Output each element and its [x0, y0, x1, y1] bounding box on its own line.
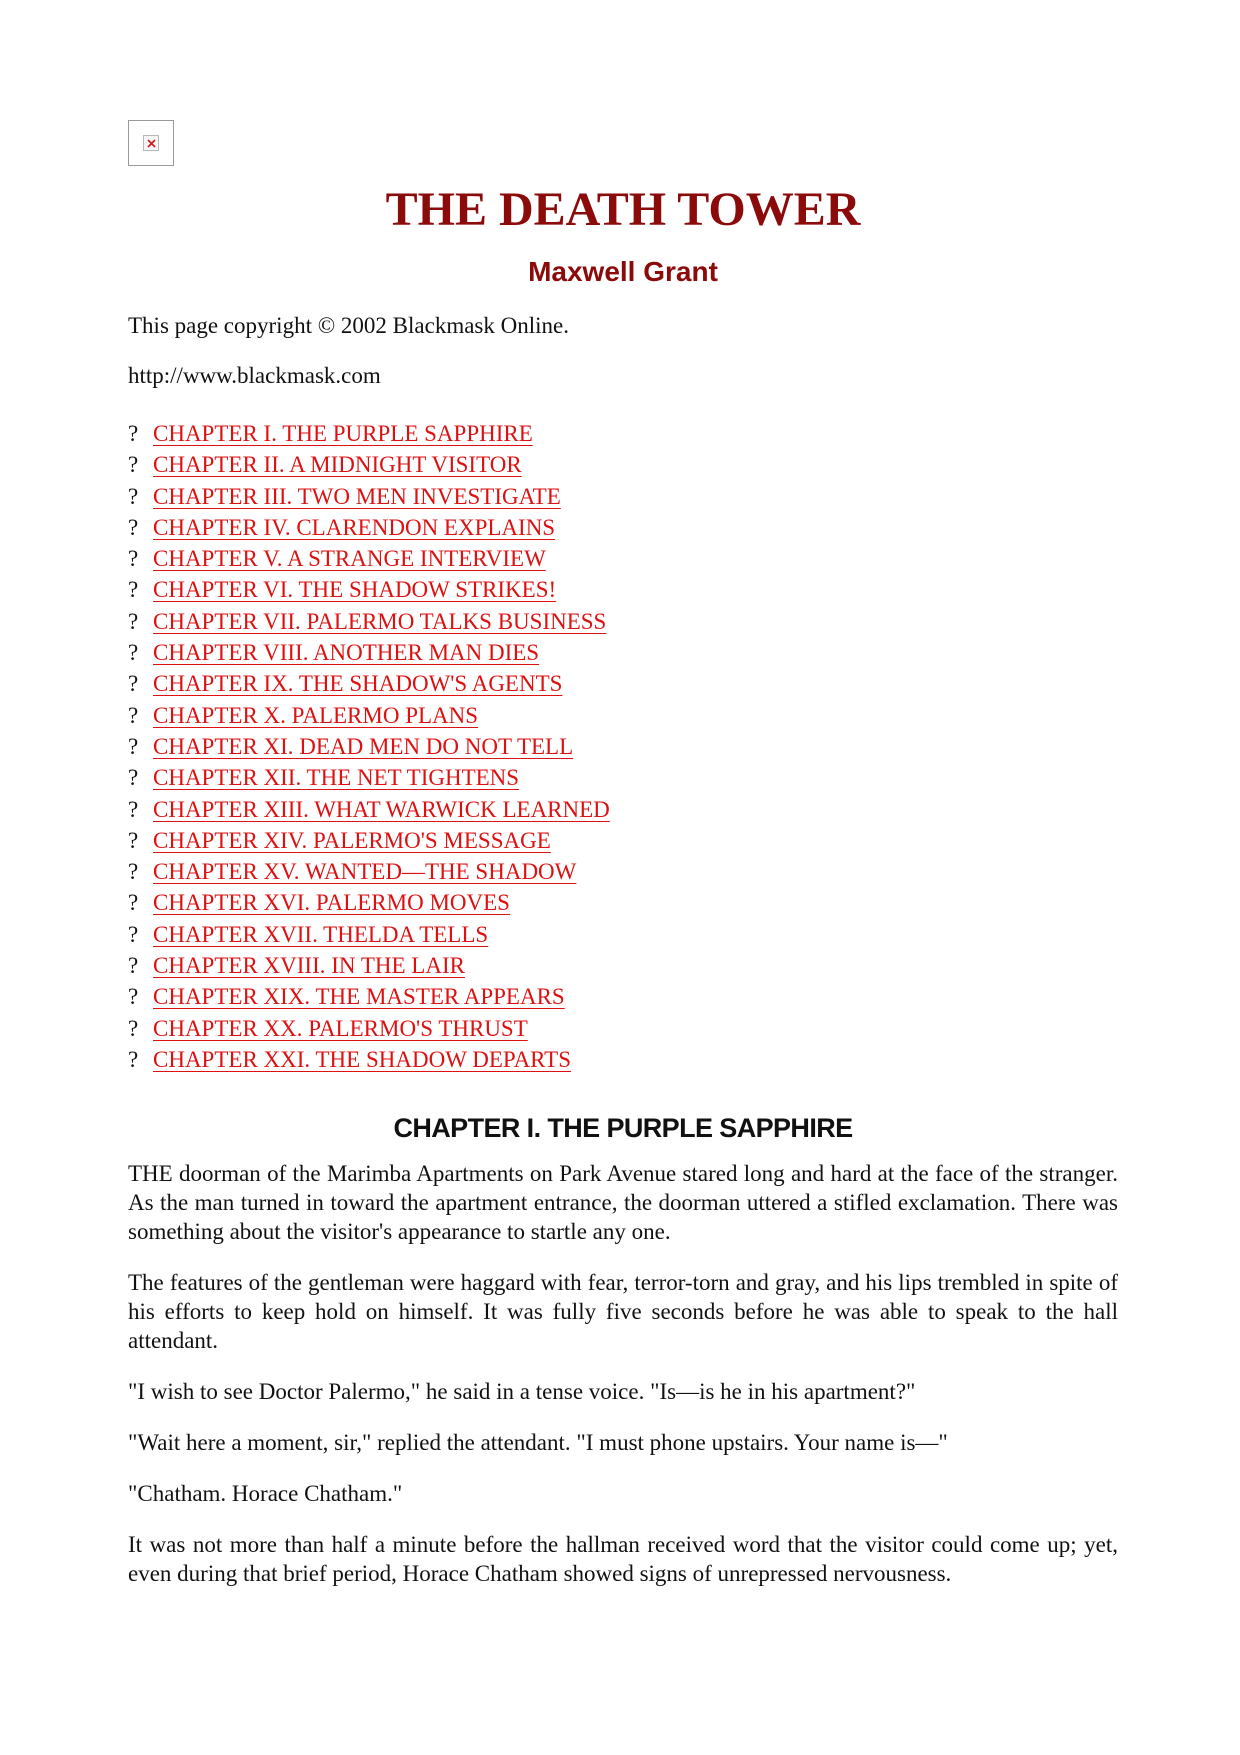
toc-bullet: ?: [128, 890, 139, 916]
toc-item: [128, 794, 1118, 825]
toc-item: [128, 481, 1118, 512]
toc-chapter-link[interactable]: CHAPTER XIV. PALERMO'S MESSAGE: [153, 827, 551, 853]
toc-bullet: ?: [128, 452, 139, 478]
chapter-paragraph: "Chatham. Horace Chatham.": [128, 1481, 403, 1507]
toc-chapter-link[interactable]: CHAPTER XVII. THELDA TELLS: [153, 921, 489, 947]
toc-bullet: ?: [128, 796, 139, 822]
toc-bullet: ?: [128, 859, 139, 885]
toc-chapter-link[interactable]: CHAPTER X. PALERMO PLANS: [153, 702, 479, 728]
toc-item: [128, 856, 1118, 887]
toc-chapter-link[interactable]: CHAPTER IX. THE SHADOW'S AGENTS: [153, 671, 563, 697]
toc-chapter-link[interactable]: CHAPTER XXI. THE SHADOW DEPARTS: [153, 1046, 571, 1072]
toc-chapter-link[interactable]: CHAPTER VIII. ANOTHER MAN DIES: [153, 640, 540, 666]
toc-item: [128, 825, 1118, 856]
toc-chapter-link[interactable]: CHAPTER XVI. PALERMO MOVES: [153, 890, 510, 916]
toc-chapter-link[interactable]: CHAPTER II. A MIDNIGHT VISITOR: [153, 452, 522, 478]
toc-chapter-link[interactable]: CHAPTER IV. CLARENDON EXPLAINS: [153, 514, 556, 540]
broken-image-icon: [128, 120, 174, 166]
book-title: THE DEATH TOWER: [385, 183, 861, 236]
toc-chapter-link[interactable]: CHAPTER XV. WANTED—THE SHADOW: [153, 859, 577, 885]
toc-bullet: ?: [128, 984, 139, 1010]
book-author: Maxwell Grant: [528, 256, 718, 287]
chapter-paragraph: THE doorman of the Marimba Apartments on Park Avenue stared long and hard at the face of the stranger. As the man turned in toward the apartment entrance, the doorman uttered a stifled exclamation. There was something about the visitor's appearance to startle any one.: [128, 1161, 1118, 1245]
toc-bullet: ?: [128, 953, 139, 979]
toc-chapter-link[interactable]: CHAPTER XI. DEAD MEN DO NOT TELL: [153, 733, 574, 759]
toc-chapter-link[interactable]: CHAPTER XII. THE NET TIGHTENS: [153, 765, 520, 791]
toc-item: [128, 919, 1118, 950]
toc-bullet: ?: [128, 1015, 139, 1041]
toc-chapter-link[interactable]: CHAPTER I. THE PURPLE SAPPHIRE: [153, 421, 533, 446]
toc-item: [128, 512, 1118, 543]
toc-item: [128, 449, 1118, 480]
toc-item: [128, 731, 1118, 762]
toc-bullet: ?: [128, 702, 139, 728]
chapter-heading: CHAPTER I. THE PURPLE SAPPHIRE: [393, 1113, 853, 1144]
toc-item: [128, 637, 1118, 668]
chapter-body: [128, 1159, 1118, 1588]
toc-bullet: ?: [128, 1046, 139, 1072]
toc-bullet: ?: [128, 640, 139, 666]
chapter-paragraph: "Wait here a moment, sir," replied the attendant. "I must phone upstairs. Your name is—": [128, 1430, 948, 1456]
toc-bullet: ?: [128, 765, 139, 791]
toc-bullet: ?: [128, 514, 139, 540]
toc-chapter-link[interactable]: CHAPTER III. TWO MEN INVESTIGATE: [153, 483, 561, 509]
toc-item: [128, 418, 1118, 449]
toc-chapter-link[interactable]: CHAPTER V. A STRANGE INTERVIEW: [153, 546, 546, 572]
toc-item: [128, 543, 1118, 574]
copyright-notice: This page copyright © 2002 Blackmask Online.: [128, 313, 569, 338]
toc-bullet: ?: [128, 921, 139, 947]
toc-item: [128, 981, 1118, 1012]
toc-item: [128, 950, 1118, 981]
document-page: [128, 120, 1118, 1588]
toc-bullet: ?: [128, 483, 139, 509]
toc-item: [128, 606, 1118, 637]
chapter-paragraph: "I wish to see Doctor Palermo," he said in a tense voice. "Is—is he in his apartment?": [128, 1379, 916, 1405]
toc-item: [128, 1013, 1118, 1044]
toc-item: [128, 1044, 1118, 1075]
toc-bullet: ?: [128, 546, 139, 572]
toc-item: [128, 700, 1118, 731]
broken-image-frame: [143, 135, 159, 151]
chapter-paragraph: The features of the gentleman were haggard with fear, terror-torn and gray, and his lips trembled in spite of his efforts to keep hold on himself. It was fully five seconds before he was able to speak to the hall attendant.: [128, 1270, 1118, 1354]
toc-bullet: ?: [128, 671, 139, 697]
source-url: http://www.blackmask.com: [128, 363, 381, 388]
toc-item: [128, 668, 1118, 699]
toc-chapter-link[interactable]: CHAPTER XIX. THE MASTER APPEARS: [153, 984, 565, 1010]
toc-chapter-link[interactable]: CHAPTER VII. PALERMO TALKS BUSINESS: [153, 608, 607, 634]
toc-chapter-link[interactable]: CHAPTER XX. PALERMO'S THRUST: [153, 1015, 528, 1041]
toc-bullet: ?: [128, 733, 139, 759]
toc-item: [128, 762, 1118, 793]
toc-item: [128, 887, 1118, 918]
chapter-paragraph: It was not more than half a minute before the hallman received word that the visitor could come up; yet, even during that brief period, Horace Chatham showed signs of unrepressed nervousness.: [128, 1532, 1118, 1587]
table-of-contents: [128, 418, 1118, 1075]
toc-bullet: ?: [128, 577, 139, 603]
toc-bullet: ?: [128, 608, 139, 634]
toc-chapter-link[interactable]: CHAPTER XIII. WHAT WARWICK LEARNED: [153, 796, 610, 822]
toc-chapter-link[interactable]: CHAPTER VI. THE SHADOW STRIKES!: [153, 577, 557, 603]
toc-chapter-link[interactable]: CHAPTER XVIII. IN THE LAIR: [153, 953, 465, 979]
toc-bullet: ?: [128, 827, 139, 853]
toc-item: [128, 574, 1118, 605]
toc-bullet: ?: [128, 421, 139, 446]
red-x-icon: [147, 139, 156, 148]
